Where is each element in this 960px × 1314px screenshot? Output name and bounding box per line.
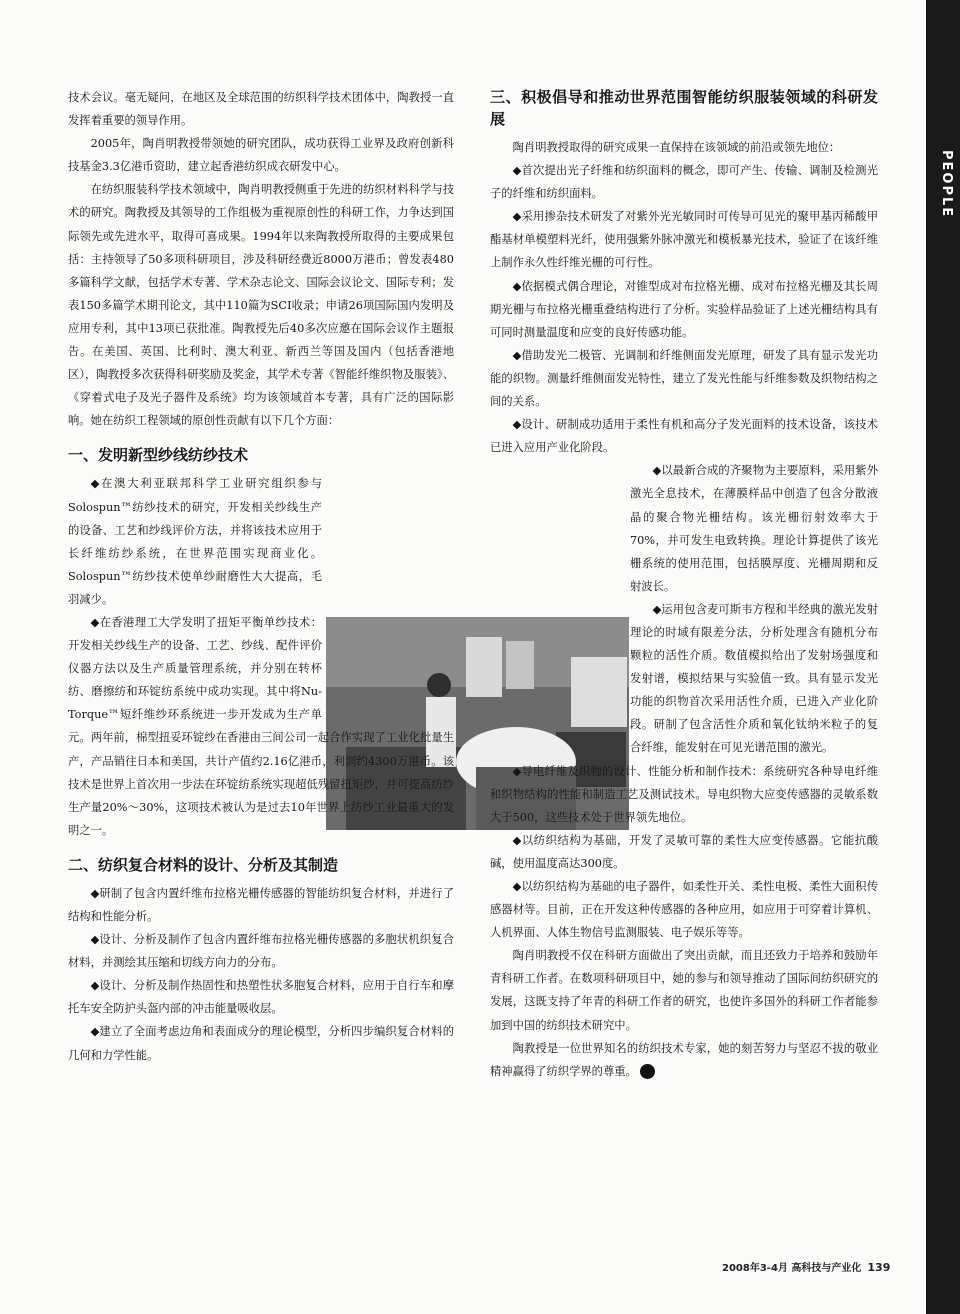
bullet-item: ◆建立了全面考虑边角和表面成分的理论模型，分析四步编织复合材料的几何和力学性能。 [68, 1025, 454, 1062]
bullet-item: ◆导电纤维及织物的设计、性能分析和制作技术：系统研究各种导电纤维和织物结构的性能和制造工艺及测试技术。导电织物大应变传感器的灵敏系数大于500，这些技术处于世界领先地位。 [490, 764, 878, 824]
bullet-item: ◆在香港理工大学发明了扭矩平衡单纱技术：开发相关纱线生产的设备、工艺、纱线、配件评价仪器方法以及生产质量管理系统，并分别在转杯纺、磨擦纺和环锭纺系统中成功实现。其中将Nu-Torque™短纤维纱环系统进一步开发成为生产单元。两年前，棉型扭妥环锭纱在香港由三间公司一起合作实现了工业化批量生产，产品销往日本和美国，共计产值约2.16亿港币，利润约4300万港币。该技术是世界上首次用一步法在环锭纺系统实现超低残留扭矩纱，并可提高纺纱生产量20%～30%，这项技术被认为是过去10年世界上纺纱工业最重大的发明之一。 [68, 615, 454, 837]
page-number: 139 [867, 1261, 891, 1274]
right-column [490, 86, 878, 1083]
photo-spacer [322, 472, 454, 720]
paragraph: 技术会议。毫无疑问，在地区及全球范围的纺织科学技术团体中，陶教授一直发挥着重要的领导作用。 [68, 91, 454, 128]
bullet-item: ◆首次提出光子纤维和纺织面料的概念，即可产生、传输、调制及检测光子的纤维和纺织面料。 [490, 164, 878, 201]
paragraph: 2005年，陶肖明教授带领她的研究团队，成功获得工业界及政府创新科技基金3.3亿港币资助，建立起香港纺织成衣研发中心。 [68, 137, 454, 174]
bullet-item: ◆依据模式偶合理论，对锥型成对布拉格光栅、成对布拉格光栅及其长周期光栅与布拉格光栅重叠结构进行了分析。实验样品验证了上述光栅结构具有可同时测量温度和应变的良好传感功能。 [490, 279, 878, 339]
section-heading-3: 三、积极倡导和推动世界范围智能纺织服装领域的科研发展 [490, 88, 878, 128]
closing-text: 陶教授是一位世界知名的纺织技术专家，她的刻苦努力与坚忍不拔的敬业精神赢得了纺织学界的尊重。 [490, 1041, 878, 1078]
side-tab [926, 0, 960, 1314]
bullet-item: ◆以纺织结构为基础的电子器件，如柔性开关、柔性电极、柔性大面积传感器材等。目前，正在开发这种传感器的各种应用，如应用于可穿着计算机、人机界面、人体生物信号监测服装、电子娱乐等等。 [490, 880, 878, 940]
bullet-item: ◆采用掺杂技术研发了对紫外光光敏同时可传导可见光的聚甲基丙稀酸甲酯基材单模塑料光纤，使用强紫外脉冲激光和模板暴光技术，验证了在该纤维上制作永久性纤维光栅的可行性。 [490, 210, 878, 270]
bullet-item: ◆运用包含麦可斯韦方程和半经典的激光发射理论的时域有限差分法，分析处理含有随机分布颗粒的活性介质。数值模拟给出了发射场强度和发射谱，模拟结果与实验值一致。具有显示发光功能的织物首次采用活性介质，已进入产业化阶段。研制了包含活性介质和氧化钛纳米粒子的复合纤维，能发射在可见光谱范围的激光。 [630, 602, 878, 755]
left-column [68, 86, 454, 1067]
section-heading-1: 一、发明新型纱线纺纱技术 [68, 446, 249, 465]
bullet-item: ◆研制了包含内置纤维布拉格光栅传感器的智能纺织复合材料，并进行了结构和性能分析。 [68, 886, 454, 923]
paragraph: 陶肖明教授取得的研究成果一直保持在该领域的前沿或领先地位： [512, 141, 841, 154]
bullet-item: ◆以纺织结构为基础，开发了灵敏可靠的柔性大应变传感器。它能抗酸碱，使用温度高达300度。 [490, 833, 878, 870]
section-heading-2: 二、纺织复合材料的设计、分析及其制造 [68, 855, 339, 874]
bullet-item: ◆设计、分析及制作热固性和热塑性状多胞复合材料，应用于自行车和摩托车安全防护头盔内部的冲击能量吸收层。 [68, 979, 454, 1016]
bullet-item: ◆设计、分析及制作了包含内置纤维布拉格光栅传感器的多胞状机织复合材料，并测绘其压缩和切线方向力的分布。 [68, 933, 454, 970]
bullet-item: ◆以最新合成的齐聚物为主要原料，采用紫外激光全息技术，在薄膜样品中创造了包含分散液晶的聚合物光栅结构。该光栅衍射效率大于70%，并可发生电致转换。理论计算提供了该光栅系统的使用范围，包括膜厚度、光栅周期和反射波长。 [630, 464, 878, 593]
paragraph: 陶肖明教授不仅在科研方面做出了突出贡献，而且还致力于培养和鼓励年青科研工作者。在数项科研项目中，她的参与和领导推动了国际间纺织研究的发展，这既支持了年青的科研工作者的研究，也使许多国外的科研工作者能参加到中国的纺织技术研究中。 [490, 949, 878, 1032]
page-footer [722, 1259, 890, 1274]
paragraph: 在纺织服装科学技术领域中，陶肖明教授侧重于先进的纺织材料科学与技术的研究。陶教授及其领导的工作组极为重视原创性的科研工作，力争达到国际领先或先进水平，取得可喜成果。1994年以来陶教授所取得的主要成果包括：主持领导了50多项科研项目，涉及科研经费近8000万港币；曾发表480多篇科学文献，包括学术专著、学术杂志论文、国际会议论文、国际专利；发表150多篇学术期刊论文，其中110篇为SCI收录；申请26项国际国内发明及应用专利，其中13项已获批准。陶教授先后40多次应邀在国际会议作主题报告。在美国、英国、比利时、澳大利亚、新西兰等国及国内（包括香港地区），陶教授多次获得科研奖励及奖金，其学术专著《智能纤维织物及服装》、《穿着式电子及光子器件及系统》均为该领域首本专著，具有广泛的国际影响。她在纺织工程领域的原创性贡献有以下几个方面： [68, 183, 454, 428]
closing-paragraph [490, 1037, 878, 1083]
bullet-item: ◆设计、研制成功适用于柔性有机和高分子发光面料的技术设备，该技术已进入应用产业化阶段。 [490, 418, 878, 455]
end-mark-icon: H [640, 1064, 655, 1079]
bullet-item: ◆借助发光二极管、光调制和纤维侧面发光原理，研发了具有显示发光功能的织物。测量纤维侧面发光特性，建立了发光性能与纤维参数及织物结构之间的关系。 [490, 348, 878, 409]
bullet-item: ◆在澳大利亚联邦科学工业研究组织参与Solospun™纺纱技术的研究，开发相关纱线生产的设备、工艺和纱线评价方法，并将该技术应用于长纤维纺纱系统，在世界范围实现商业化。Solospun™纺纱技术使单纱耐磨性大大提高，毛羽减少。 [68, 477, 322, 606]
issue-info: 2008年3-4月 高科技与产业化 [722, 1263, 862, 1274]
photo-spacer [490, 519, 630, 749]
side-tab-label: PEOPLE [939, 150, 954, 219]
